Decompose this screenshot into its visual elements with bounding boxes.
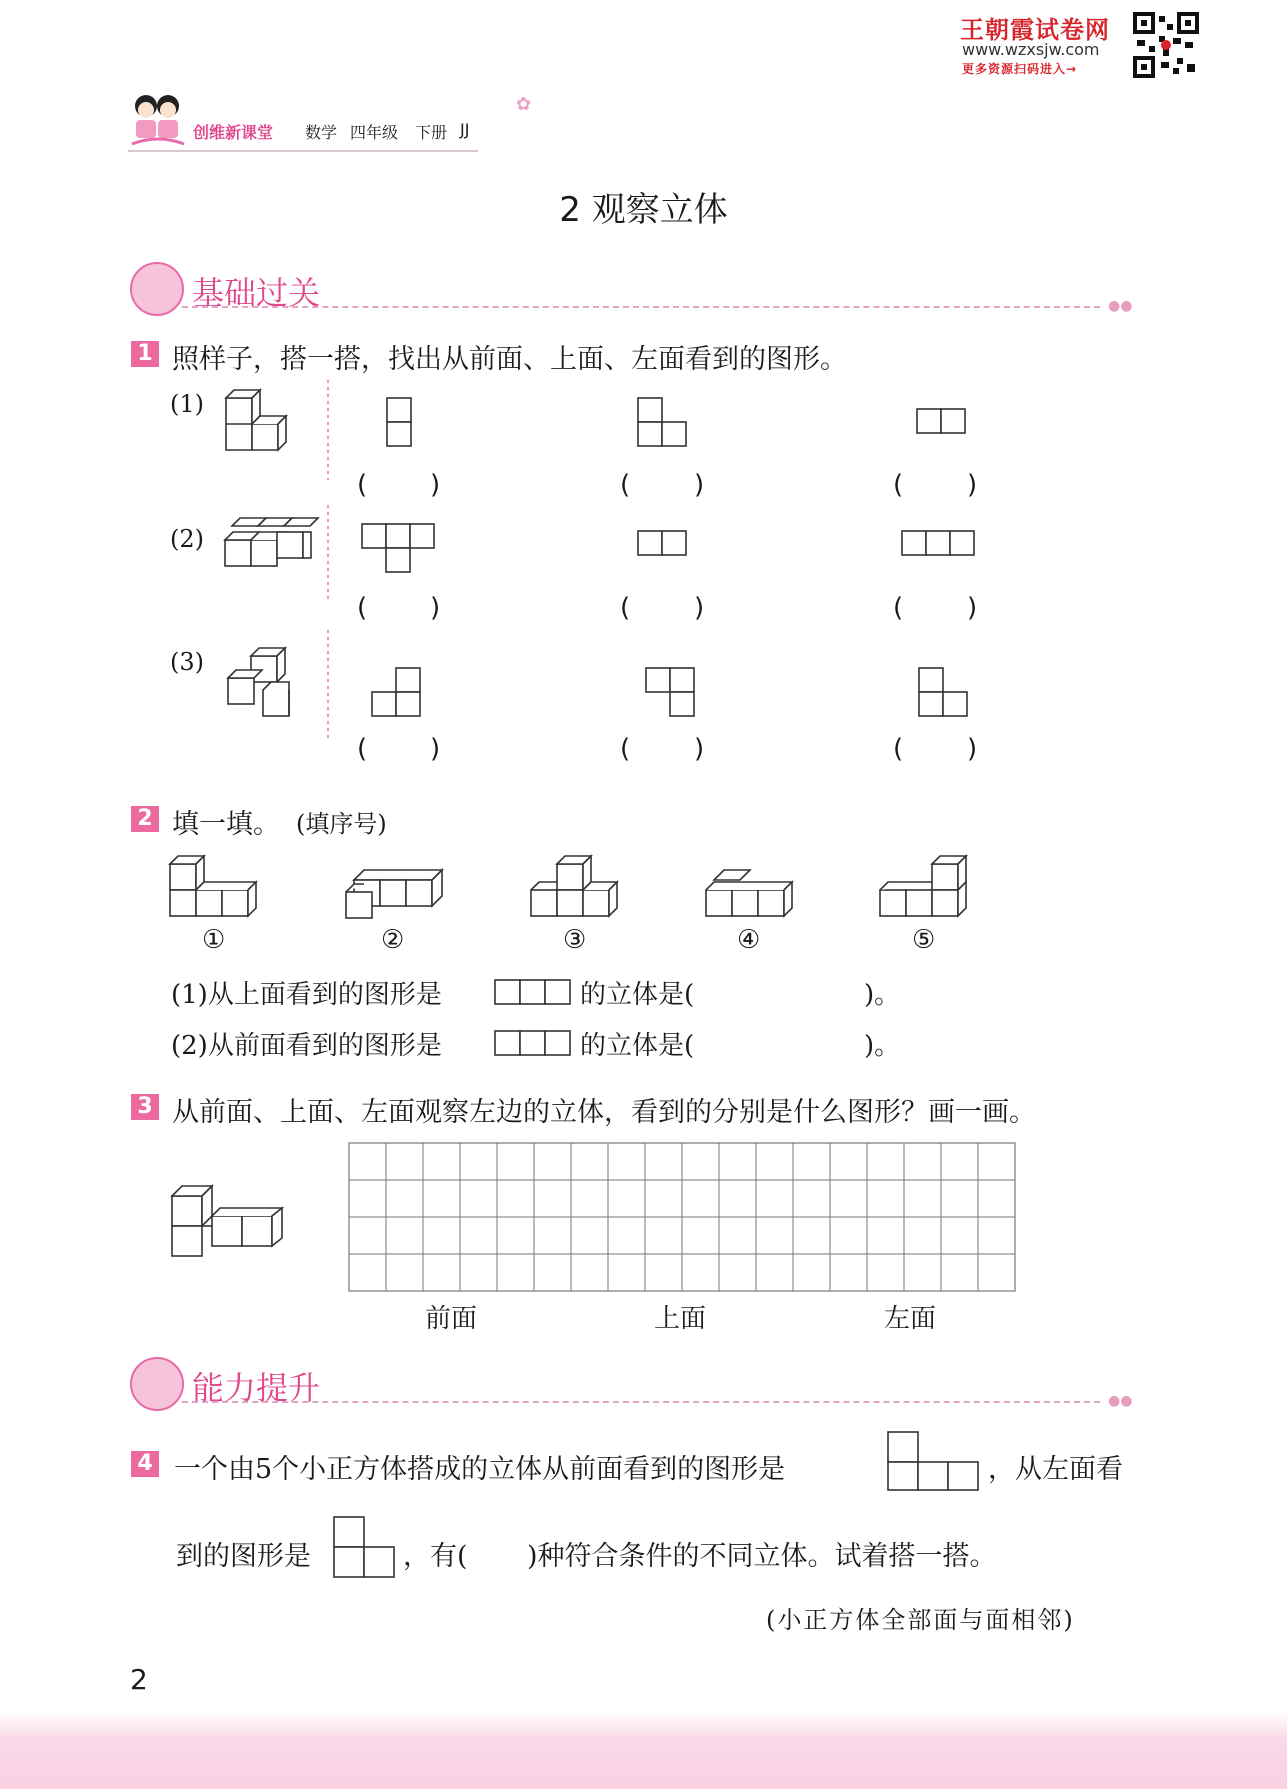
sub-question-1-end: )。 bbox=[864, 980, 901, 1010]
question-text: 填一填。 bbox=[172, 809, 280, 840]
answer-blank-close: ) bbox=[967, 470, 978, 500]
section-dots-icon: ●● bbox=[1108, 1393, 1133, 1409]
option-label: ④ bbox=[737, 925, 761, 955]
three-square-icon bbox=[494, 978, 574, 1006]
solid-option-3 bbox=[531, 856, 617, 916]
question-text-line2-c: )种符合条件的不同立体。试着搭一搭。 bbox=[527, 1541, 997, 1572]
answer-blank-open: ( bbox=[893, 470, 904, 500]
q3-solid bbox=[160, 1180, 300, 1270]
solid-option-2 bbox=[346, 870, 442, 918]
view-2c bbox=[902, 531, 974, 555]
option-label: ① bbox=[202, 925, 226, 955]
drawing-grid[interactable] bbox=[348, 1142, 1018, 1294]
sub-question-2-suffix: 的立体是( bbox=[580, 1031, 695, 1061]
grade-name: 四年级 bbox=[350, 123, 399, 142]
hint-text: (小正方体全部面与面相邻) bbox=[766, 1606, 1075, 1634]
answer-blank-open: ( bbox=[620, 734, 631, 764]
volume-name: 下册 bbox=[415, 123, 448, 142]
brand-tagline: 更多资源扫码进入→ bbox=[962, 62, 1078, 76]
section-title: 基础过关 bbox=[192, 274, 321, 312]
view-3c bbox=[919, 668, 967, 716]
sub-question-2: (2)从前面看到的图形是 bbox=[171, 1031, 442, 1061]
answer-blank-close: ) bbox=[694, 470, 705, 500]
answer-blank-close: ) bbox=[430, 734, 441, 764]
sub-question-2-end: )。 bbox=[864, 1031, 901, 1061]
series-name: 创维新课堂 bbox=[193, 123, 274, 142]
view-2a bbox=[362, 524, 434, 572]
answer-blank-close: ) bbox=[967, 593, 978, 623]
solid-1 bbox=[226, 390, 286, 450]
answer-blank-close: ) bbox=[430, 593, 441, 623]
question-text-cont: ，从左面看 bbox=[988, 1454, 1123, 1485]
brand-name: 王朝霞试卷网 bbox=[960, 16, 1110, 44]
section-advanced bbox=[128, 1357, 1133, 1417]
section-title: 能力提升 bbox=[192, 1369, 321, 1407]
view-1b bbox=[638, 398, 686, 446]
grid-label-front: 前面 bbox=[425, 1304, 478, 1334]
flower-icon: ✿ bbox=[516, 94, 532, 115]
grid-label-left: 左面 bbox=[884, 1304, 937, 1334]
answer-blank-open: ( bbox=[357, 470, 368, 500]
answer-blank-close: ) bbox=[694, 593, 705, 623]
answer-blank-open: ( bbox=[357, 734, 368, 764]
question-text-line2-b: ，有( bbox=[403, 1541, 468, 1572]
view-3a bbox=[372, 668, 420, 716]
view-1a bbox=[387, 398, 411, 446]
grid-label-top: 上面 bbox=[654, 1304, 707, 1334]
sub-question-1: (1)从上面看到的图形是 bbox=[171, 980, 442, 1010]
option-label: ⑤ bbox=[912, 925, 936, 955]
view-2b bbox=[638, 531, 686, 555]
front-view-figure bbox=[886, 1430, 984, 1492]
question-number: 4 bbox=[131, 1451, 159, 1477]
answer-blank-open: ( bbox=[357, 593, 368, 623]
brand-url[interactable]: www.wzxsjw.com bbox=[962, 40, 1100, 59]
page-title: 2 观察立体 bbox=[559, 190, 728, 230]
q2-figures bbox=[0, 840, 1287, 960]
solid-option-5 bbox=[880, 856, 966, 916]
edition-name: JJ bbox=[460, 120, 470, 139]
question-text: 照样子，搭一搭，找出从前面、上面、左面看到的图形。 bbox=[172, 344, 847, 375]
view-1c bbox=[917, 409, 965, 433]
section-dots-icon: ●● bbox=[1108, 298, 1133, 314]
solid-option-1 bbox=[170, 856, 256, 916]
option-label: ② bbox=[381, 925, 405, 955]
sub-question-1-suffix: 的立体是( bbox=[580, 980, 695, 1010]
section-badge-icon bbox=[130, 1357, 184, 1411]
footer-band bbox=[0, 1712, 1287, 1789]
subject-name: 数学 bbox=[305, 123, 338, 142]
question-number: 3 bbox=[131, 1094, 159, 1120]
view-3b bbox=[646, 668, 694, 716]
solid-option-4 bbox=[706, 870, 792, 916]
solid-2 bbox=[225, 518, 318, 566]
question-text-line2: 到的图形是 bbox=[176, 1541, 311, 1572]
section-rule bbox=[182, 1401, 1100, 1403]
question-number: 2 bbox=[131, 806, 159, 832]
row-label: (2) bbox=[170, 525, 204, 553]
answer-blank-open: ( bbox=[620, 593, 631, 623]
solid-3 bbox=[228, 648, 289, 716]
question-note: (填序号) bbox=[296, 810, 387, 838]
answer-blank-open: ( bbox=[893, 593, 904, 623]
answer-blank-close: ) bbox=[967, 734, 978, 764]
answer-blank-open: ( bbox=[620, 470, 631, 500]
row-label: (1) bbox=[170, 390, 204, 418]
row-label: (3) bbox=[170, 648, 204, 676]
question-number: 1 bbox=[131, 341, 159, 367]
answer-blank-close: ) bbox=[694, 734, 705, 764]
left-view-figure bbox=[332, 1515, 398, 1579]
option-label: ③ bbox=[563, 925, 587, 955]
question-text: 从前面、上面、左面观察左边的立体，看到的分别是什么图形？画一画。 bbox=[172, 1097, 1036, 1128]
question-text: 一个由5个小正方体搭成的立体从前面看到的图形是 bbox=[174, 1454, 786, 1485]
three-square-icon bbox=[494, 1029, 574, 1057]
page-number: 2 bbox=[130, 1663, 148, 1696]
answer-blank-close: ) bbox=[430, 470, 441, 500]
answer-blank-open: ( bbox=[893, 734, 904, 764]
q1-figures bbox=[0, 0, 1287, 800]
